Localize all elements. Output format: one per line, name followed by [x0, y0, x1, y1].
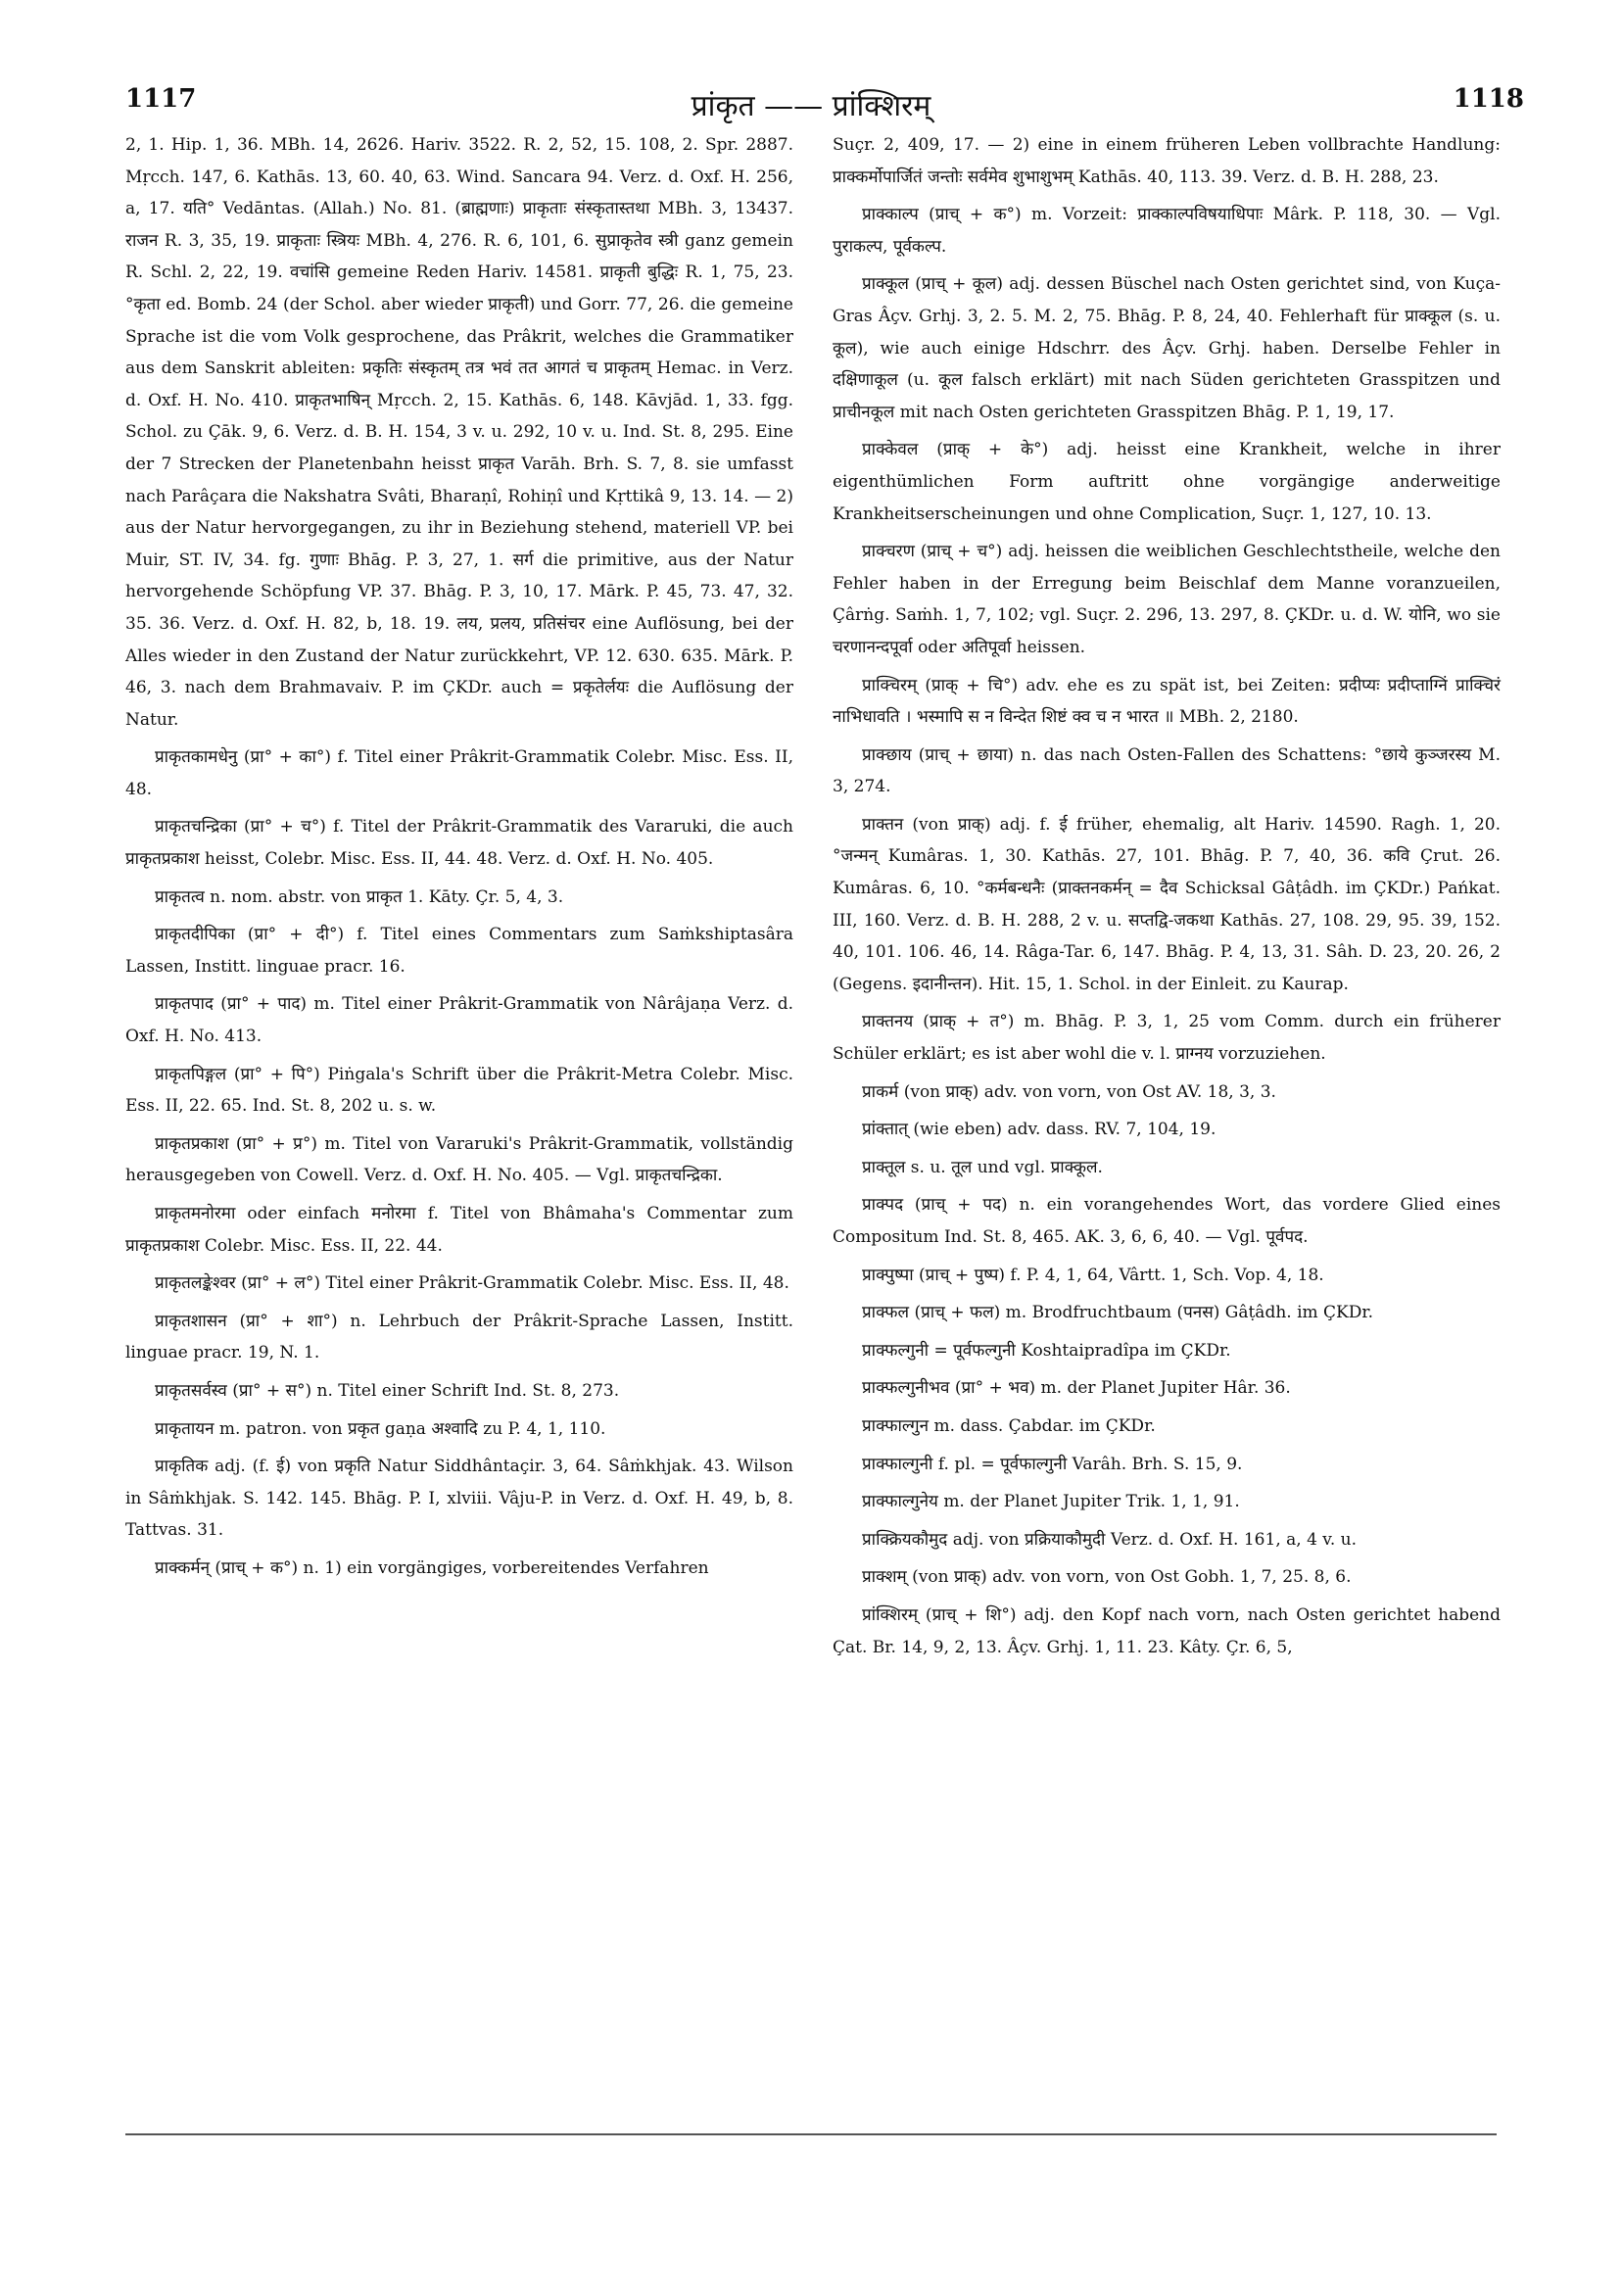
dictionary-entry: 2, 1. Hip. 1, 36. MBh. 14, 2626. Hariv. 3522. R. 2, 52, 15. 108, 2. Spr. 2887. Mṛcch. 147, 6. Kathās. 13, 60. 40, 63. Wind. Sancara 94. Verz. d. Oxf. H. 256, a, 17. यति° Vedāntas. (Allah.) No. 81. (ब्राह्मणाः) प्राकृताः संस्कृतास्तथा MBh. 3, 13437. राजन R. 3, 35, 19. प्राकृताः स्त्रियः MBh. 4, 276. R. 6, 101, 6. सुप्राकृतेव स्त्री ganz gemein R. Schl. 2, 22, 19. वचांसि gemeine Reden Hariv. 14581. प्राकृती बुद्धिः R. 1, 75, 23. °कृता ed. Bomb. 24 (der Schol. aber wieder प्राकृती) und Gorr. 77, 26. die gemeine Sprache ist die vom Volk gesprochene, das Prâkrit, welches die Grammatiker aus dem Sanskrit ableiten: प्रकृतिः संस्कृतम् तत्र भवं तत आगतं च प्राकृतम् Hemac. in Verz. d. Oxf. H. No. 410. प्राकृतभाषिन् Mṛcch. 2, 15. Kathās. 6, 148. Kāvjād. 1, 33. fgg. Schol. zu Çāk. 9, 6. Verz. d. B. H. 154, 3 v. u. 292, 10 v. u. Ind. St. 8, 295. Eine der 7 Strecken der Planetenbahn heisst प्राकृत Varāh. Brh. S. 7, 8. sie umfasst nach Parâçara die Nakshatra Svâti, Bharaṇî, Rohiṇî und Kṛttikâ 9, 13. 14. — 2) aus der Natur hervorgegangen, zu ihr in Beziehung stehend, materiell VP. bei Muir, ST. IV, 34. fg. गुणाः Bhāg. P. 3, 27, 1. सर्ग die primitive, aus der Natur hervorgehende Schöpfung VP. 37. Bhāg. P. 3, 10, 17. Mārk. P. 45, 73. 47, 32. 35. 36. Verz. d. Oxf. H. 82, b, 18. 19. लय, प्रलय, प्रतिसंचर eine Auflösung, bei der Alles wieder in den Zustand der Natur zurückkehrt, VP. 12. 630. 635. Mārk. P. 46, 3. nach dem Brahmavaiv. P. im ÇKDr. auch = प्रकृतेर्लयः die Auflösung der Natur.: [125, 135, 793, 730]
dictionary-entry: प्राक्पद (प्राच् + पद) n. ein vorangehendes Wort, das vordere Glied eines Compositum Ind. St. 8, 465. AK. 3, 6, 6, 40. — Vgl. पूर्वपद.: [833, 1195, 1501, 1247]
dictionary-entry: प्राक्काल्प (प्राच् + क°) m. Vorzeit: प्राक्काल्पविषयाधिपाः Mârk. P. 118, 30. — Vgl. पुराकल्प, पूर्वकल्प.: [833, 205, 1501, 257]
dictionary-entry: प्राक्क्रियकौमुद adj. von प्रक्रियाकौमुदी Verz. d. Oxf. H. 161, a, 4 v. u.: [862, 1529, 1358, 1550]
dictionary-entry: प्राकृतिक adj. (f. ई) von प्रकृति Natur Siddhântaçir. 3, 64. Sâṁkhjak. 43. Wilson in Sâṁkhjak. S. 142. 145. Bhāg. P. I, xlviii. Vâju-P. in Verz. d. Oxf. H. 49, b, 8. Tattvas. 31.: [125, 1457, 793, 1541]
right-column: [833, 129, 1501, 1669]
dictionary-entry: प्राक्छाय (प्राच् + छाया) n. das nach Osten-Fallen des Schattens: °छाये कुञ्जरस्य M. 3, 274.: [833, 744, 1501, 797]
dictionary-entry: प्राकृतमनोरमा oder einfach मनोरमा f. Titel von Bhâmaha's Commentar zum प्राकृतप्रकाश Colebr. Misc. Ess. II, 22. 44.: [125, 1204, 793, 1256]
dictionary-entry: प्राकर्म (von प्राक्) adv. von vorn, von Ost AV. 18, 3, 3.: [862, 1081, 1276, 1102]
running-header: प्रांकृत —— प्रांक्शिरम्: [691, 89, 931, 123]
dictionary-entry: प्राक्तनय (प्राक् + त°) m. Bhāg. P. 3, 1, 25 vom Comm. durch ein früherer Schüler erklärt; es ist aber wohl die v. l. प्राग्नय vorzuziehen.: [833, 1012, 1501, 1065]
left-column: [125, 129, 793, 1591]
dictionary-entry: प्राकृतदीपिका (प्रा° + दी°) f. Titel eines Commentars zum Saṁkshiptasâra Lassen, Institt. linguae pracr. 16.: [125, 925, 793, 977]
dictionary-entry: प्राकृतपाद (प्रा° + पाद) m. Titel einer Prâkrit-Grammatik von Nârâjaṇa Verz. d. Oxf. H. No. 413.: [125, 994, 793, 1047]
dictionary-entry: प्राक्फाल्गुनी f. pl. = पूर्वफाल्गुनी Varâh. Brh. S. 15, 9.: [862, 1454, 1243, 1474]
dictionary-entry: प्राक्तन (von प्राक्) adj. f. ई früher, ehemalig, alt Hariv. 14590. Ragh. 1, 20. °जन्मन् Kumâras. 1, 30. Kathās. 27, 101. Bhāg. P. 7, 40, 36. कवि Çrut. 26. Kumâras. 6, 10. °कर्मबन्धनैः (प्राक्तनकर्मन् = दैव Schicksal Gâṭâdh. im ÇKDr.) Pańkat. III, 160. Verz. d. B. H. 288, 2 v. u. सप्तद्वि-जकथा Kathās. 27, 108. 29, 95. 39, 152. 40, 101. 106. 46, 14. Râga-Tar. 6, 147. Bhāg. P. 4, 13, 31. Sâh. D. 23, 20. 26, 2 (Gegens. इदानीन्तन). Hit. 15, 1. Schol. in der Einleit. zu Kaurap.: [833, 814, 1501, 994]
dictionary-entry: प्रांक्शिरम् (प्राच् + शि°) adj. den Kopf nach vorn, nach Osten gerichtet habend Çat. Br. 14, 9, 2, 13. Âçv. Grhj. 1, 11. 23. Kâty. Çr. 6, 5,: [833, 1604, 1501, 1657]
dictionary-entry: प्राक्चिरम् (प्राक् + चि°) adv. ehe es zu spät ist, bei Zeiten: प्रदीप्यः प्रदीप्ताग्निं प्राक्चिरं नाभिधावति । भस्मापि स न विन्देत शिष्टं क्व च न भारत ॥ MBh. 2, 2180.: [833, 675, 1501, 728]
dictionary-entry: प्राक्फाल्गुनेय m. der Planet Jupiter Trik. 1, 1, 91.: [862, 1492, 1240, 1512]
page-number-right: 1118: [1453, 84, 1524, 114]
dictionary-entry: प्राक्पुष्पा (प्राच् + पुष्प) f. P. 4, 1, 64, Vârtt. 1, Sch. Vop. 4, 18.: [862, 1265, 1324, 1285]
dictionary-entry: प्राक्केवल (प्राक् + के°) adj. heisst eine Krankheit, welche in ihrer eigenthümlichen Form auftritt ohne vorgängige anderweitige Krankheitserscheinungen und ohne Complication, Suçr. 1, 127, 10. 13.: [833, 440, 1501, 524]
page-bottom-rule: [125, 2133, 1497, 2135]
dictionary-entry: प्राकृतपिङ्गल (प्रा° + पि°) Piṅgala's Schrift über die Prâkrit-Metra Colebr. Misc. Ess. II, 22. 65. Ind. St. 8, 202 u. s. w.: [125, 1064, 793, 1117]
page-number-left: 1117: [125, 84, 197, 114]
dictionary-entry: प्राक्फल्गुनी = पूर्वफल्गुनी Koshtaipradîpa im ÇKDr.: [862, 1340, 1231, 1361]
dictionary-entry: प्राकृतत्व n. nom. abstr. von प्राकृत 1. Kāty. Çr. 5, 4, 3.: [155, 886, 564, 907]
dictionary-entry: प्रांक्तात् (wie eben) adv. dass. RV. 7, 104, 19.: [862, 1120, 1216, 1140]
dictionary-entry: प्राकृतसर्वस्व (प्रा° + स°) n. Titel einer Schrift Ind. St. 8, 273.: [155, 1380, 620, 1401]
dictionary-entry: प्राक्चरण (प्राच् + च°) adj. heissen die weiblichen Geschlechtstheile, welche den Fehler haben in der Erregung beim Beischlaf dem Manne voranzueilen, Çârṅg. Saṁh. 1, 7, 102; vgl. Suçr. 2. 296, 13. 297, 8. ÇKDr. u. d. W. योनि, wo sie चरणानन्दपूर्वा oder अतिपूर्वा heissen.: [833, 542, 1501, 657]
dictionary-entry: प्राकृतप्रकाश (प्रा° + प्र°) m. Titel von Vararuki's Prâkrit-Grammatik, vollständig herausgegeben von Cowell. Verz. d. Oxf. H. No. 405. — Vgl. प्राकृतचन्द्रिका.: [125, 1133, 793, 1186]
dictionary-entry: प्राकृतकामधेनु (प्रा° + का°) f. Titel einer Prâkrit-Grammatik Colebr. Misc. Ess. II, 48.: [125, 747, 793, 799]
dictionary-entry: प्राक्कूल (प्राच् + कूल) adj. dessen Büschel nach Osten gerichtet sind, von Kuça-Gras Âçv. Grhj. 3, 2. 5. M. 2, 75. Bhāg. P. 8, 24, 40. Fehlerhaft für प्राक्कूल (s. u. कूल), wie auch einige Hdschrr. des Âçv. Grhj. haben. Derselbe Fehler in दक्षिणाकूल (u. कूल falsch erklärt) mit nach Süden gerichteten Grasspitzen und प्राचीनकूल mit nach Osten gerichteten Grasspitzen Bhāg. P. 1, 19, 17.: [833, 274, 1501, 422]
dictionary-entry: प्राकृतायन m. patron. von प्रकृत gaṇa अश्वादि zu P. 4, 1, 110.: [155, 1418, 606, 1439]
dictionary-entry: प्राकृतलङ्केश्वर (प्रा° + ल°) Titel einer Prâkrit-Grammatik Colebr. Misc. Ess. II, 48.: [155, 1273, 789, 1294]
dictionary-entry: प्राक्फल्गुनीभव (प्रा° + भव) m. der Planet Jupiter Hâr. 36.: [862, 1378, 1291, 1399]
dictionary-entry: प्राक्कर्मन् (प्राच् + क°) n. 1) ein vorgängiges, vorbereitendes Verfahren: [155, 1557, 709, 1578]
dictionary-entry: प्राक्फाल्गुन m. dass. Çabdar. im ÇKDr.: [862, 1415, 1156, 1436]
dictionary-entry: प्राकृतशासन (प्रा° + शा°) n. Lehrbuch der Prâkrit-Sprache Lassen, Institt. linguae pracr. 19, N. 1.: [125, 1311, 793, 1363]
dictionary-entry: प्राक्फल (प्राच् + फल) m. Brodfruchtbaum (पनस) Gâṭâdh. im ÇKDr.: [862, 1303, 1374, 1323]
dictionary-entry: प्राक्तूल s. u. तूल und vgl. प्राक्कूल.: [862, 1157, 1103, 1177]
dictionary-entry: Suçr. 2, 409, 17. — 2) eine in einem früheren Leben vollbrachte Handlung: प्राक्कर्मोपार्जितं जन्तोः सर्वमेव शुभाशुभम् Kathās. 40, 113. 39. Verz. d. B. H. 288, 23.: [833, 135, 1501, 187]
dictionary-entry: प्राकृतचन्द्रिका (प्रा° + च°) f. Titel der Prâkrit-Grammatik des Vararuki, die auch प्राकृतप्रकाश heisst, Colebr. Misc. Ess. II, 44. 48. Verz. d. Oxf. H. No. 405.: [125, 817, 793, 870]
dictionary-entry: प्राक्शम् (von प्राक्) adv. von vorn, von Ost Gobh. 1, 7, 25. 8, 6.: [862, 1567, 1352, 1588]
